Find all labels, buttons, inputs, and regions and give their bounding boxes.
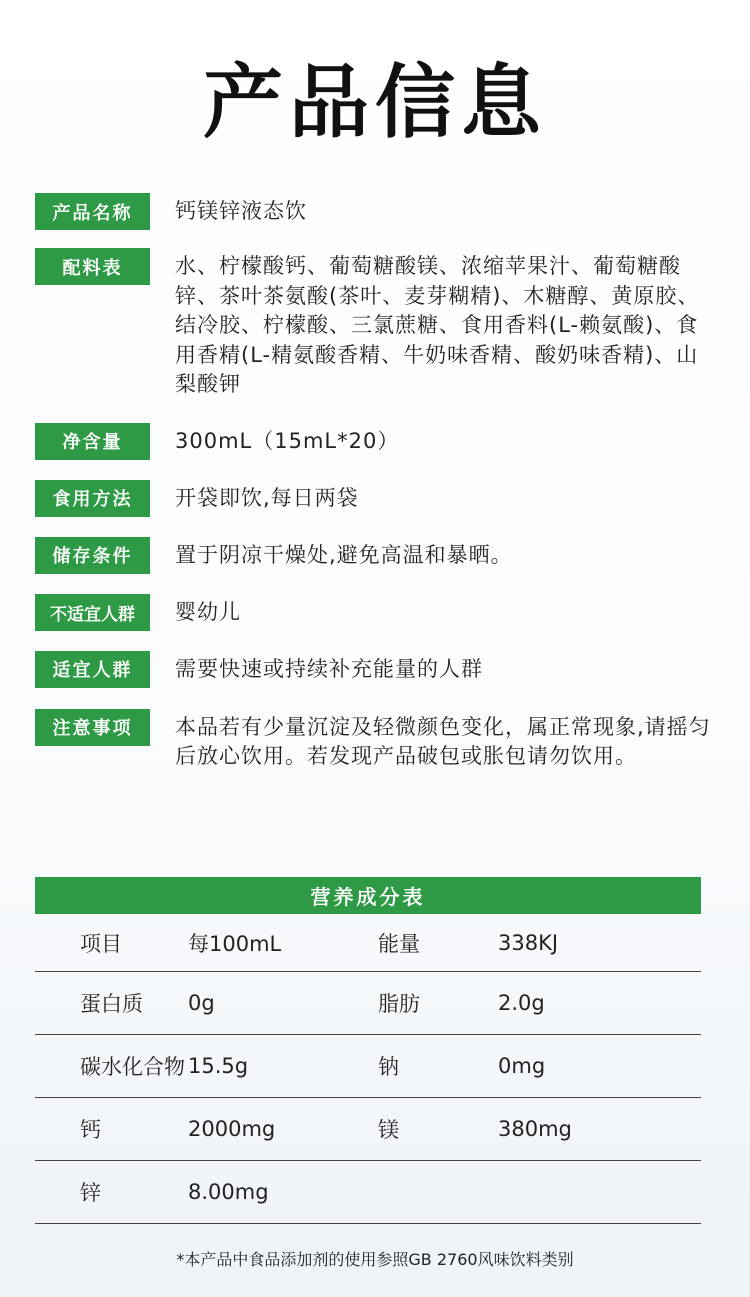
info-row-storage [35,537,715,574]
label-storage: 储存条件 [35,537,150,574]
table-cell: 0mg [498,1054,546,1078]
table-cell: 0g [188,991,215,1015]
value-suitable: 需要快速或持续补充能量的人群 [175,656,483,681]
nutrition-table [35,877,701,1224]
info-row-net-content [35,423,715,460]
info-row-suitable [35,651,715,688]
table-cell: 脂肪 [378,992,420,1016]
label-suitable: 适宜人群 [35,651,150,688]
info-row-product-name [35,193,715,230]
table-cell: 镁 [378,1118,399,1142]
table-cell: 8.00mg [188,1180,269,1204]
table-cell: 每100mL [188,931,282,956]
label-ingredients: 配料表 [35,248,150,285]
label-product-name: 产品名称 [35,193,150,230]
footnote: *本产品中食品添加剂的使用参照GB 2760风味饮料类别 [176,1250,574,1269]
value-usage: 开袋即饮,每日两袋 [175,485,359,510]
label-notes: 注意事项 [35,709,150,746]
table-cell: 2000mg [188,1117,276,1141]
table-row [35,914,701,972]
table-cell: 能量 [378,931,420,956]
table-cell: 338KJ [498,930,559,955]
value-notes: 本品若有少量沉淀及轻微颜色变化，属正常现象,请摇匀后放心饮用。若发现产品破包或胀包请勿饮用。 [175,714,711,768]
table-row [35,1035,701,1098]
table-cell: 钙 [80,1118,101,1142]
info-row-notes [35,709,715,772]
table-cell: 380mg [498,1117,572,1141]
value-product-name: 钙镁锌液态饮 [175,199,307,223]
value-net-content: 300mL（15mL*20） [175,428,400,453]
table-cell: 碳水化合物 [80,1055,185,1079]
table-row [35,1098,701,1161]
table-row [35,1161,701,1224]
label-net-content: 净含量 [35,423,150,460]
table-row [35,972,701,1035]
info-row-ingredients [35,248,715,400]
table-cell: 15.5g [188,1054,249,1078]
value-unsuitable: 婴幼儿 [175,599,241,624]
nutrition-table-title: 营养成分表 [35,877,701,914]
value-storage: 置于阴凉干燥处,避免高温和暴晒。 [175,542,513,567]
label-usage: 食用方法 [35,480,150,517]
product-info-list [35,193,715,772]
table-cell: 钠 [378,1055,399,1079]
value-ingredients: 水、柠檬酸钙、葡萄糖酸镁、浓缩苹果汁、葡萄糖酸锌、茶叶茶氨酸(茶叶、麦芽糊精)、木糖醇、黄原胶、结冷胶、柠檬酸、三氯蔗糖、食用香料(L-赖氨酸)、食用香精(L-精氨酸香精、牛奶味香精、酸奶味香精)、山梨酸钾 [175,254,700,396]
table-cell: 锌 [80,1181,101,1205]
label-unsuitable: 不适宜人群 [35,594,150,631]
page-title: 产品信息 [203,56,547,149]
table-cell: 2.0g [498,991,545,1015]
info-row-unsuitable [35,594,715,631]
table-cell: 项目 [80,931,122,956]
table-cell: 蛋白质 [80,992,143,1016]
info-row-usage [35,480,715,517]
